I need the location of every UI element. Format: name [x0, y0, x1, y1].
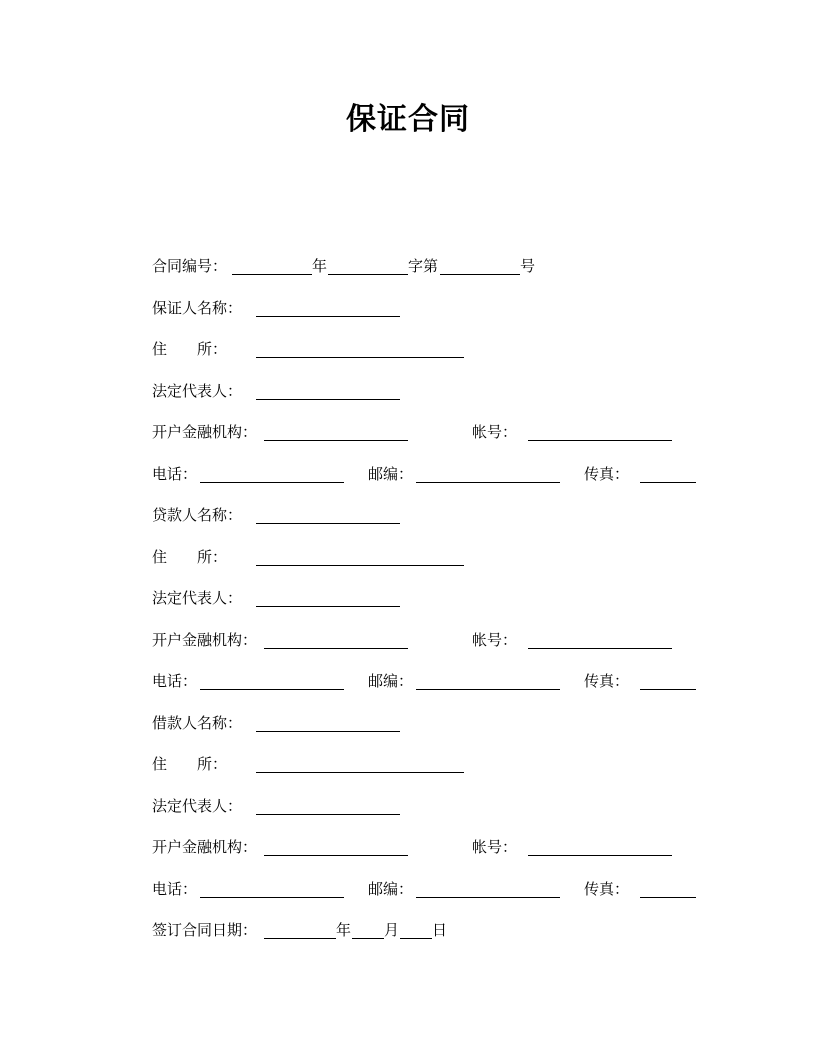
lender-phone-blank[interactable]: [200, 689, 344, 690]
borrower-postcode-label: 邮编：: [368, 880, 414, 898]
contract-hao: 号: [520, 257, 536, 275]
borrower-contact-row: [152, 878, 712, 900]
borrower-account-label: 帐号：: [472, 838, 518, 856]
guarantor-phone-label: 电话：: [152, 465, 198, 483]
lender-fax-blank[interactable]: [640, 689, 696, 690]
guarantor-bank-label: 开户金融机构：: [152, 423, 258, 441]
borrower-bank-row: [152, 836, 712, 858]
borrower-bank-label: 开户金融机构：: [152, 838, 258, 856]
contract-zi-di: 字第: [408, 257, 439, 275]
borrower-address-row: [152, 753, 712, 775]
guarantor-contact-row: [152, 463, 712, 485]
signing-month-char: 月: [384, 921, 400, 939]
lender-name-row: [152, 504, 712, 526]
guarantor-fax-label: 传真：: [584, 465, 630, 483]
borrower-legal-rep-row: [152, 795, 712, 817]
lender-fax-label: 传真：: [584, 672, 630, 690]
lender-name-label: 贷款人名称：: [152, 506, 243, 524]
borrower-name-blank[interactable]: [256, 731, 400, 732]
guarantor-address-blank[interactable]: [256, 357, 464, 358]
signing-date-label: 签订合同日期：: [152, 921, 258, 939]
document-title: 保证合同: [346, 102, 470, 137]
guarantor-phone-blank[interactable]: [200, 482, 344, 483]
contract-number-label: 合同编号：: [152, 257, 228, 275]
guarantor-name-label: 保证人名称：: [152, 299, 243, 317]
lender-address-label: 住 所：: [152, 548, 228, 566]
signing-year-blank[interactable]: [264, 938, 336, 939]
borrower-account-blank[interactable]: [528, 855, 672, 856]
borrower-fax-blank[interactable]: [640, 897, 696, 898]
borrower-name-row: [152, 712, 712, 734]
signing-day-char: 日: [432, 921, 448, 939]
lender-legal-rep-label: 法定代表人：: [152, 589, 243, 607]
guarantor-legal-rep-blank[interactable]: [256, 399, 400, 400]
guarantor-legal-rep-row: [152, 380, 712, 402]
contract-year-char: 年: [312, 257, 328, 275]
lender-name-blank[interactable]: [256, 523, 400, 524]
borrower-bank-blank[interactable]: [264, 855, 408, 856]
lender-phone-label: 电话：: [152, 672, 198, 690]
guarantor-postcode-label: 邮编：: [368, 465, 414, 483]
guarantor-postcode-blank[interactable]: [416, 482, 560, 483]
lender-account-label: 帐号：: [472, 631, 518, 649]
guarantor-address-row: [152, 338, 712, 360]
guarantor-fax-blank[interactable]: [640, 482, 696, 483]
contract-number-blank[interactable]: [440, 274, 520, 275]
borrower-postcode-blank[interactable]: [416, 897, 560, 898]
lender-contact-row: [152, 670, 712, 692]
borrower-legal-rep-blank[interactable]: [256, 814, 400, 815]
lender-legal-rep-row: [152, 587, 712, 609]
guarantor-name-blank[interactable]: [256, 316, 400, 317]
lender-address-row: [152, 546, 712, 568]
guarantor-name-row: [152, 297, 712, 319]
borrower-name-label: 借款人名称：: [152, 714, 243, 732]
signing-day-blank[interactable]: [400, 938, 432, 939]
signing-date-row: [152, 919, 712, 941]
lender-legal-rep-blank[interactable]: [256, 606, 400, 607]
lender-account-blank[interactable]: [528, 648, 672, 649]
lender-address-blank[interactable]: [256, 565, 464, 566]
signing-month-blank[interactable]: [352, 938, 384, 939]
guarantor-address-label: 住 所：: [152, 340, 228, 358]
borrower-legal-rep-label: 法定代表人：: [152, 797, 243, 815]
contract-year-blank[interactable]: [232, 274, 312, 275]
guarantor-bank-row: [152, 421, 712, 443]
guarantor-legal-rep-label: 法定代表人：: [152, 382, 243, 400]
lender-bank-blank[interactable]: [264, 648, 408, 649]
lender-postcode-blank[interactable]: [416, 689, 560, 690]
contract-number-row: [152, 255, 712, 277]
borrower-address-blank[interactable]: [256, 772, 464, 773]
guarantor-bank-blank[interactable]: [264, 440, 408, 441]
borrower-phone-blank[interactable]: [200, 897, 344, 898]
guarantor-account-blank[interactable]: [528, 440, 672, 441]
contract-zi-blank[interactable]: [328, 274, 408, 275]
guarantor-account-label: 帐号：: [472, 423, 518, 441]
signing-year-char: 年: [336, 921, 352, 939]
lender-bank-row: [152, 629, 712, 651]
borrower-fax-label: 传真：: [584, 880, 630, 898]
borrower-address-label: 住 所：: [152, 755, 228, 773]
borrower-phone-label: 电话：: [152, 880, 198, 898]
lender-bank-label: 开户金融机构：: [152, 631, 258, 649]
lender-postcode-label: 邮编：: [368, 672, 414, 690]
